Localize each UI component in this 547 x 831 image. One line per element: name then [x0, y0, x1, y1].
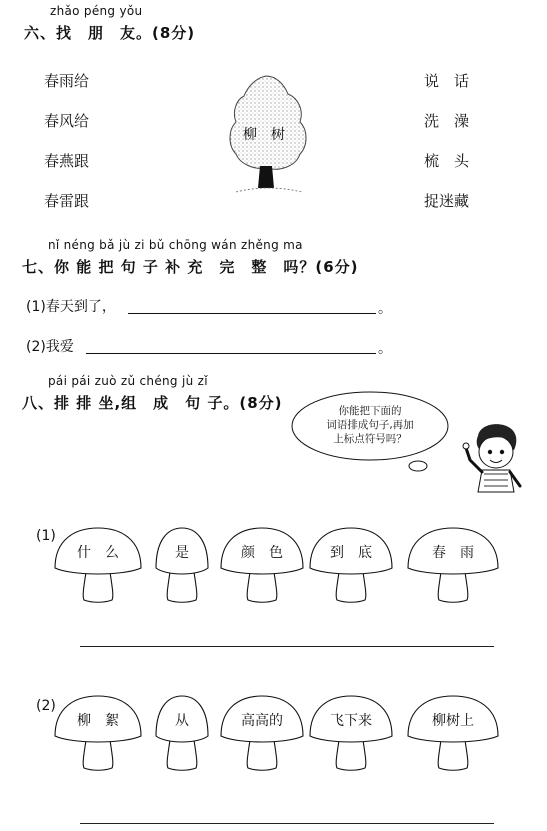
bubble-line-2: 词语排成句子,再加 [326, 419, 414, 431]
mushroom-word: 春 雨 [432, 545, 474, 561]
mushroom-word: 是 [175, 545, 189, 561]
group2-label: (2) [36, 698, 56, 714]
mushroom-word: 飞下来 [330, 713, 372, 729]
mushroom-stem [83, 740, 113, 770]
right-item-1: 说 话 [424, 72, 470, 90]
group2-mushroom-4[interactable] [305, 694, 397, 772]
section6-pinyin: zhǎo péng yǒu [50, 4, 143, 18]
item2-period: 。 [378, 341, 392, 357]
mushroom-word: 柳 絮 [77, 713, 119, 729]
section6-title: 六、找 朋 友。(8分) [24, 24, 196, 42]
left-item-1: 春雨给 [44, 72, 90, 90]
left-item-4: 春雷跟 [44, 192, 90, 210]
right-item-2: 洗 澡 [424, 112, 470, 130]
item2-prefix: (2)我爱 [26, 339, 74, 355]
left-item-2: 春风给 [44, 112, 90, 130]
section8-title: 八、排 排 坐,组 成 句 子。(8分) [22, 394, 283, 412]
section7-pinyin: nǐ néng bǎ jù zi bǔ chōng wán zhěng ma [48, 238, 303, 252]
section7-title: 七、你 能 把 句 子 补 充 完 整 吗？(6分) [22, 258, 359, 276]
group2-mushroom-1[interactable] [50, 694, 146, 772]
group2-mushroom-5[interactable] [403, 694, 503, 772]
bubble-line-1: 你能把下面的 [338, 405, 402, 417]
mushroom-word: 到 底 [330, 545, 372, 561]
section8-pinyin: pái pái zuò zǔ chéng jù zǐ [48, 374, 208, 388]
mushroom-word: 从 [175, 713, 189, 729]
mushroom-word: 高高的 [241, 713, 283, 729]
group2-mushroom-2[interactable] [151, 694, 213, 772]
left-item-3: 春燕跟 [44, 152, 90, 170]
right-item-3: 梳 头 [424, 152, 470, 170]
group2-answer-line[interactable] [80, 823, 494, 824]
tree-label: 柳 树 [243, 127, 285, 143]
group1-label: (1) [36, 528, 56, 544]
mushroom-word: 柳树上 [432, 713, 474, 729]
item1-prefix: (1)春天到了， [26, 299, 116, 315]
mushroom-word: 什 么 [77, 545, 119, 561]
mushroom-stem [336, 740, 366, 770]
mushroom-stem [247, 740, 277, 770]
group2-mushroom-3[interactable] [216, 694, 308, 772]
item1-period: 。 [378, 301, 392, 317]
mushroom-stem [438, 740, 468, 770]
bubble-line-3: 上标点符号吗？ [333, 433, 407, 445]
right-item-4: 捉迷藏 [424, 192, 470, 210]
mushroom-stem [167, 740, 197, 770]
mushroom-word: 颜 色 [241, 545, 283, 561]
